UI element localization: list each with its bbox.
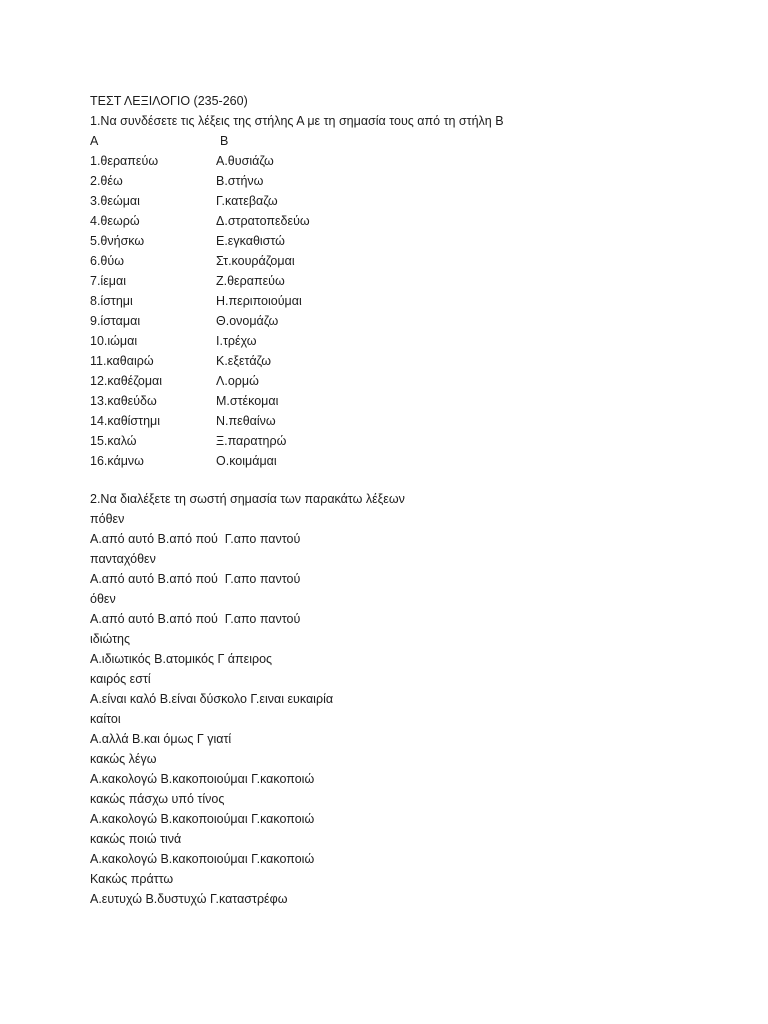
question-term: πόθεν xyxy=(90,512,125,526)
column-b-meaning: Κ.εξετάζω xyxy=(216,354,271,368)
column-b-meaning: Ζ.θεραπεύω xyxy=(216,274,285,288)
column-b-meaning: Η.περιποιούμαι xyxy=(216,294,302,308)
column-a-word: 10.ιώμαι xyxy=(90,334,138,348)
question-term: όθεν xyxy=(90,592,116,606)
match-row xyxy=(90,231,730,251)
answer-options: Α.κακολογώ Β.κακοποιούμαι Γ.κακοποιώ xyxy=(90,812,315,826)
column-a-word: 7.ίεμαι xyxy=(90,274,126,288)
column-a-word: 3.θεώμαι xyxy=(90,194,140,208)
column-b-meaning: Ι.τρέχω xyxy=(216,334,257,348)
column-a-word: 5.θνήσκω xyxy=(90,234,145,248)
column-b-meaning: Θ.ονομάζω xyxy=(216,314,279,328)
column-b-meaning: Ο.κοιμάμαι xyxy=(216,454,277,468)
column-a-word: 9.ίσταμαι xyxy=(90,314,141,328)
question-term: ιδιώτης xyxy=(90,632,131,646)
column-b-meaning: Στ.κουράζομαι xyxy=(216,254,295,268)
match-row xyxy=(90,211,730,231)
column-headers xyxy=(90,131,730,151)
match-row xyxy=(90,251,730,271)
column-b-meaning: Μ.στέκομαι xyxy=(216,394,279,408)
column-b-meaning: Ξ.παρατηρώ xyxy=(216,434,287,448)
answer-options: Α.από αυτό Β.από πού Γ.απο παντού xyxy=(90,612,301,626)
question-term: κακώς ποιώ τινά xyxy=(90,832,182,846)
column-a-word: 6.θύω xyxy=(90,254,124,268)
match-row xyxy=(90,431,730,451)
answer-options: Α.ευτυχώ Β.δυστυχώ Γ.καταστρέφω xyxy=(90,892,288,906)
answer-options: Α.από αυτό Β.από πού Γ.απο παντού xyxy=(90,572,301,586)
exercise1-instruction: 1.Να συνδέσετε τις λέξεις της στήλης Α με τη σημασία τους από τη στήλη Β xyxy=(90,114,504,128)
answer-options: Α.αλλά Β.και όμως Γ γιατί xyxy=(90,732,232,746)
question-term: καιρός εστί xyxy=(90,672,151,686)
column-b-meaning: Δ.στρατοπεδεύω xyxy=(216,214,310,228)
column-a-word: 11.καθαιρώ xyxy=(90,354,154,368)
match-row xyxy=(90,191,730,211)
question-term: κακώς πάσχω υπό τίνος xyxy=(90,792,225,806)
question-term: κακώς λέγω xyxy=(90,752,157,766)
match-row xyxy=(90,291,730,311)
column-a-header: Α xyxy=(90,134,99,148)
column-a-word: 13.καθεύδω xyxy=(90,394,157,408)
match-row xyxy=(90,171,730,191)
column-b-meaning: Β.στήνω xyxy=(216,174,264,188)
section-gap xyxy=(90,471,730,489)
column-b-meaning: Ν.πεθαίνω xyxy=(216,414,276,428)
column-b-meaning: Γ.κατεβαζω xyxy=(216,194,278,208)
column-a-word: 16.κάμνω xyxy=(90,454,144,468)
question-term: Κακώς πράττω xyxy=(90,872,174,886)
column-a-word: 8.ίστημι xyxy=(90,294,133,308)
match-row xyxy=(90,311,730,331)
column-a-word: 12.καθέζομαι xyxy=(90,374,163,388)
column-b-meaning: Λ.ορμώ xyxy=(216,374,259,388)
column-a-word: 14.καθίστημι xyxy=(90,414,161,428)
column-b-meaning: Ε.εγκαθιστώ xyxy=(216,234,285,248)
column-a-word: 2.θέω xyxy=(90,174,123,188)
document-title: ΤΕΣΤ ΛΕΞΙΛΟΓΙΟ (235-260) xyxy=(90,94,248,108)
match-row xyxy=(90,351,730,371)
match-row xyxy=(90,151,730,171)
column-b-header: Β xyxy=(220,134,229,148)
column-a-word: 15.καλώ xyxy=(90,434,137,448)
answer-options: Α.είναι καλό Β.είναι δύσκολο Γ.ειναι ευκαιρία xyxy=(90,692,334,706)
answer-options: Α.κακολογώ Β.κακοποιούμαι Γ.κακοποιώ xyxy=(90,852,315,866)
question-term: καίτοι xyxy=(90,712,121,726)
match-row xyxy=(90,331,730,351)
answer-options: Α.από αυτό Β.από πού Γ.απο παντού xyxy=(90,532,301,546)
answer-options: Α.κακολογώ Β.κακοποιούμαι Γ.κακοποιώ xyxy=(90,772,315,786)
match-row xyxy=(90,271,730,291)
column-b-meaning: Α.θυσιάζω xyxy=(216,154,274,168)
column-a-word: 4.θεωρώ xyxy=(90,214,140,228)
exercise2-instruction: 2.Να διαλέξετε τη σωστή σημασία των παρακάτω λέξεων xyxy=(90,492,405,506)
match-row xyxy=(90,391,730,411)
document-page xyxy=(90,91,730,909)
match-row xyxy=(90,371,730,391)
match-row xyxy=(90,411,730,431)
match-row xyxy=(90,451,730,471)
question-term: πανταχόθεν xyxy=(90,552,156,566)
column-a-word: 1.θεραπεύω xyxy=(90,154,159,168)
answer-options: Α.ιδιωτικός Β.ατομικός Γ άπειρος xyxy=(90,652,273,666)
